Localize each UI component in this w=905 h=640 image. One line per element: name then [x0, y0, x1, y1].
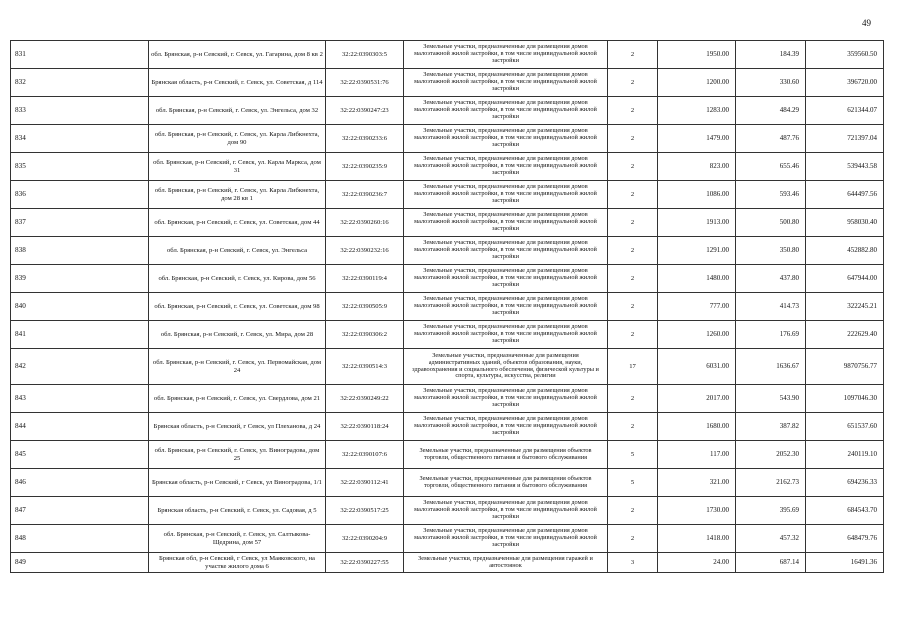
specific-value-cell: 1636.67: [736, 349, 806, 385]
area-cell: 823.00: [658, 153, 736, 181]
group-cell: 2: [608, 413, 658, 441]
table-row: [11, 153, 884, 181]
table-row: [11, 209, 884, 237]
address-cell: Брянская область, р-н Севский, г. Севск, ул. Советская, д 114: [149, 69, 326, 97]
cadastral-number-cell: 32:22:0390236:7: [326, 181, 404, 209]
cadastral-value-cell: 396720.00: [806, 69, 884, 97]
land-use-cell: Земельные участки, предназначенные для размещения домов малоэтажной жилой застройки, в том числе индивидуальной жилой застройки: [404, 153, 608, 181]
area-cell: 2017.00: [658, 385, 736, 413]
cadastral-number-cell: 32:22:0390517:25: [326, 497, 404, 525]
address-cell: обл. Брянская, р-н Севский, г. Севск, ул. Мира, дом 28: [149, 321, 326, 349]
cadastral-value-cell: 621344.07: [806, 97, 884, 125]
specific-value-cell: 330.60: [736, 69, 806, 97]
area-cell: 1730.00: [658, 497, 736, 525]
cadastral-value-cell: 9870756.77: [806, 349, 884, 385]
address-cell: обл. Брянская, р-н Севский, г. Севск, ул. Виноградова, дом 25: [149, 441, 326, 469]
cadastral-number-cell: 32:22:0390505:9: [326, 293, 404, 321]
specific-value-cell: 593.46: [736, 181, 806, 209]
table-row: [11, 181, 884, 209]
area-cell: 1913.00: [658, 209, 736, 237]
table-row: [11, 237, 884, 265]
row-number: 841: [11, 321, 149, 349]
address-cell: обл. Брянская, р-н Севский, г. Севск, ул. Кирова, дом 56: [149, 265, 326, 293]
land-registry-table: [10, 40, 884, 573]
land-use-cell: Земельные участки, предназначенные для размещения домов малоэтажной жилой застройки, в том числе индивидуальной жилой застройки: [404, 525, 608, 553]
land-use-cell: Земельные участки, предназначенные для размещения административных зданий, объектов образования, науки, здравоохранения и социального обеспечения, физической культуры и спорта, культуры, искусства, религии: [404, 349, 608, 385]
address-cell: обл. Брянская, р-н Севский, г. Севск, ул. Советская, дом 98: [149, 293, 326, 321]
specific-value-cell: 655.46: [736, 153, 806, 181]
group-cell: 2: [608, 385, 658, 413]
cadastral-number-cell: 32:22:0390247:23: [326, 97, 404, 125]
address-cell: обл. Брянская, р-н Севский, г. Севск, ул. Советская, дом 44: [149, 209, 326, 237]
table-body: [11, 41, 884, 573]
cadastral-value-cell: 452882.80: [806, 237, 884, 265]
group-cell: 2: [608, 265, 658, 293]
table-row: [11, 125, 884, 153]
cadastral-value-cell: 359560.50: [806, 41, 884, 69]
cadastral-number-cell: 32:22:0390235:9: [326, 153, 404, 181]
group-cell: 2: [608, 293, 658, 321]
page-number: 49: [862, 18, 871, 28]
cadastral-number-cell: 32:22:0390514:3: [326, 349, 404, 385]
table-row: [11, 469, 884, 497]
cadastral-number-cell: 32:22:0390118:24: [326, 413, 404, 441]
table-row: [11, 41, 884, 69]
table-row: [11, 497, 884, 525]
specific-value-cell: 350.80: [736, 237, 806, 265]
table-row: [11, 525, 884, 553]
cadastral-number-cell: 32:22:0390249:22: [326, 385, 404, 413]
group-cell: 5: [608, 441, 658, 469]
specific-value-cell: 176.69: [736, 321, 806, 349]
group-cell: 2: [608, 153, 658, 181]
cadastral-value-cell: 958030.40: [806, 209, 884, 237]
address-cell: Брянская область, р-н Севский, г Севск, ул Плеханова, д 24: [149, 413, 326, 441]
specific-value-cell: 2052.30: [736, 441, 806, 469]
area-cell: 117.00: [658, 441, 736, 469]
address-cell: обл. Брянская, р-н Севский, г. Севск, ул. Энгельса: [149, 237, 326, 265]
row-number: 845: [11, 441, 149, 469]
cadastral-value-cell: 648479.76: [806, 525, 884, 553]
land-use-cell: Земельные участки, предназначенные для размещения домов малоэтажной жилой застройки, в том числе индивидуальной жилой застройки: [404, 321, 608, 349]
land-use-cell: Земельные участки, предназначенные для размещения домов малоэтажной жилой застройки, в том числе индивидуальной жилой застройки: [404, 413, 608, 441]
address-cell: обл. Брянская, р-н Севский, г. Севск, ул. Первомайская, дом 24: [149, 349, 326, 385]
area-cell: 321.00: [658, 469, 736, 497]
cadastral-number-cell: 32:22:0390303:5: [326, 41, 404, 69]
address-cell: Брянская область, р-н Севский, г Севск, ул Виноградова, 1/1: [149, 469, 326, 497]
area-cell: 1291.00: [658, 237, 736, 265]
row-number: 834: [11, 125, 149, 153]
address-cell: Брянская обл, р-н Севский, г Севск, ул Маяковского, на участке жилого дома 6: [149, 553, 326, 573]
group-cell: 3: [608, 553, 658, 573]
table-row: [11, 97, 884, 125]
address-cell: обл. Брянская, р-н Севский, г. Севск, ул. Гагарина, дом 8 кв 2: [149, 41, 326, 69]
row-number: 831: [11, 41, 149, 69]
specific-value-cell: 457.32: [736, 525, 806, 553]
land-use-cell: Земельные участки, предназначенные для размещения домов малоэтажной жилой застройки, в том числе индивидуальной жилой застройки: [404, 237, 608, 265]
cadastral-value-cell: 721397.04: [806, 125, 884, 153]
land-use-cell: Земельные участки, предназначенные для размещения домов малоэтажной жилой застройки, в том числе индивидуальной жилой застройки: [404, 69, 608, 97]
row-number: 838: [11, 237, 149, 265]
land-use-cell: Земельные участки, предназначенные для размещения домов малоэтажной жилой застройки, в том числе индивидуальной жилой застройки: [404, 385, 608, 413]
row-number: 839: [11, 265, 149, 293]
area-cell: 1479.00: [658, 125, 736, 153]
table-row: [11, 265, 884, 293]
specific-value-cell: 395.69: [736, 497, 806, 525]
row-number: 847: [11, 497, 149, 525]
land-use-cell: Земельные участки, предназначенные для размещения объектов торговли, общественного питания и бытового обслуживания: [404, 469, 608, 497]
row-number: 843: [11, 385, 149, 413]
cadastral-value-cell: 322245.21: [806, 293, 884, 321]
specific-value-cell: 500.80: [736, 209, 806, 237]
area-cell: 24.00: [658, 553, 736, 573]
table-row: [11, 321, 884, 349]
specific-value-cell: 487.76: [736, 125, 806, 153]
area-cell: 1200.00: [658, 69, 736, 97]
cadastral-value-cell: 644497.56: [806, 181, 884, 209]
cadastral-number-cell: 32:22:0390107:6: [326, 441, 404, 469]
area-cell: 1680.00: [658, 413, 736, 441]
land-use-cell: Земельные участки, предназначенные для размещения домов малоэтажной жилой застройки, в том числе индивидуальной жилой застройки: [404, 41, 608, 69]
group-cell: 2: [608, 497, 658, 525]
table-row: [11, 385, 884, 413]
address-cell: обл. Брянская, р-н Севский, г. Севск, ул. Карла Либкнехта, дом 90: [149, 125, 326, 153]
area-cell: 1418.00: [658, 525, 736, 553]
row-number: 832: [11, 69, 149, 97]
table-row: [11, 69, 884, 97]
row-number: 835: [11, 153, 149, 181]
cadastral-value-cell: 1097046.30: [806, 385, 884, 413]
cadastral-value-cell: 240119.10: [806, 441, 884, 469]
address-cell: обл. Брянская, р-н Севский, г. Севск, ул. Энгельса, дом 32: [149, 97, 326, 125]
cadastral-number-cell: 32:22:0390204:9: [326, 525, 404, 553]
area-cell: 1480.00: [658, 265, 736, 293]
cadastral-value-cell: 222629.40: [806, 321, 884, 349]
cadastral-number-cell: 32:22:0390112:41: [326, 469, 404, 497]
address-cell: обл. Брянская, р-н Севский, г. Севск, ул. Карла Маркса, дом 31: [149, 153, 326, 181]
land-use-cell: Земельные участки, предназначенные для размещения домов малоэтажной жилой застройки, в том числе индивидуальной жилой застройки: [404, 97, 608, 125]
cadastral-number-cell: 32:22:0390119:4: [326, 265, 404, 293]
row-number: 844: [11, 413, 149, 441]
cadastral-value-cell: 684543.70: [806, 497, 884, 525]
table-row: [11, 413, 884, 441]
specific-value-cell: 437.80: [736, 265, 806, 293]
table-row: [11, 553, 884, 573]
group-cell: 2: [608, 321, 658, 349]
land-use-cell: Земельные участки, предназначенные для размещения домов малоэтажной жилой застройки, в том числе индивидуальной жилой застройки: [404, 125, 608, 153]
specific-value-cell: 414.73: [736, 293, 806, 321]
land-use-cell: Земельные участки, предназначенные для размещения домов малоэтажной жилой застройки, в том числе индивидуальной жилой застройки: [404, 293, 608, 321]
address-cell: Брянская область, р-н Севский, г. Севск, ул. Садовая, д 5: [149, 497, 326, 525]
group-cell: 17: [608, 349, 658, 385]
group-cell: 2: [608, 237, 658, 265]
land-use-cell: Земельные участки, предназначенные для размещения домов малоэтажной жилой застройки, в том числе индивидуальной жилой застройки: [404, 181, 608, 209]
row-number: 846: [11, 469, 149, 497]
land-use-cell: Земельные участки, предназначенные для размещения домов малоэтажной жилой застройки, в том числе индивидуальной жилой застройки: [404, 209, 608, 237]
group-cell: 2: [608, 41, 658, 69]
cadastral-value-cell: 539443.58: [806, 153, 884, 181]
group-cell: 2: [608, 525, 658, 553]
group-cell: 2: [608, 181, 658, 209]
specific-value-cell: 387.82: [736, 413, 806, 441]
row-number: 837: [11, 209, 149, 237]
land-use-cell: Земельные участки, предназначенные для размещения гаражей и автостоянок: [404, 553, 608, 573]
cadastral-number-cell: 32:22:0390227:55: [326, 553, 404, 573]
cadastral-value-cell: 16491.36: [806, 553, 884, 573]
group-cell: 2: [608, 125, 658, 153]
area-cell: 6031.00: [658, 349, 736, 385]
group-cell: 5: [608, 469, 658, 497]
land-use-cell: Земельные участки, предназначенные для размещения домов малоэтажной жилой застройки, в том числе индивидуальной жилой застройки: [404, 265, 608, 293]
cadastral-number-cell: 32:22:0390531:76: [326, 69, 404, 97]
row-number: 840: [11, 293, 149, 321]
area-cell: 1086.00: [658, 181, 736, 209]
table-row: [11, 441, 884, 469]
row-number: 833: [11, 97, 149, 125]
land-use-cell: Земельные участки, предназначенные для размещения объектов торговли, общественного питания и бытового обслуживания: [404, 441, 608, 469]
table-row: [11, 293, 884, 321]
cadastral-number-cell: 32:22:0390306:2: [326, 321, 404, 349]
area-cell: 1260.00: [658, 321, 736, 349]
row-number: 849: [11, 553, 149, 573]
group-cell: 2: [608, 209, 658, 237]
group-cell: 2: [608, 69, 658, 97]
table-row: [11, 349, 884, 385]
group-cell: 2: [608, 97, 658, 125]
area-cell: 1283.00: [658, 97, 736, 125]
area-cell: 1950.00: [658, 41, 736, 69]
row-number: 836: [11, 181, 149, 209]
address-cell: обл. Брянская, р-н Севский, г. Севск, ул. Салтыкова-Щедрина, дом 57: [149, 525, 326, 553]
row-number: 848: [11, 525, 149, 553]
address-cell: обл. Брянская, р-н Севский, г. Севск, ул. Карла Либкнехта, дом 28 кв 1: [149, 181, 326, 209]
specific-value-cell: 543.90: [736, 385, 806, 413]
land-use-cell: Земельные участки, предназначенные для размещения домов малоэтажной жилой застройки, в том числе индивидуальной жилой застройки: [404, 497, 608, 525]
specific-value-cell: 484.29: [736, 97, 806, 125]
cadastral-value-cell: 647944.00: [806, 265, 884, 293]
cadastral-number-cell: 32:22:0390233:6: [326, 125, 404, 153]
cadastral-value-cell: 651537.60: [806, 413, 884, 441]
cadastral-value-cell: 694236.33: [806, 469, 884, 497]
area-cell: 777.00: [658, 293, 736, 321]
cadastral-number-cell: 32:22:0390232:16: [326, 237, 404, 265]
specific-value-cell: 2162.73: [736, 469, 806, 497]
cadastral-number-cell: 32:22:0390260:16: [326, 209, 404, 237]
row-number: 842: [11, 349, 149, 385]
specific-value-cell: 687.14: [736, 553, 806, 573]
specific-value-cell: 184.39: [736, 41, 806, 69]
address-cell: обл. Брянская, р-н Севский, г. Севск, ул. Свердлова, дом 21: [149, 385, 326, 413]
